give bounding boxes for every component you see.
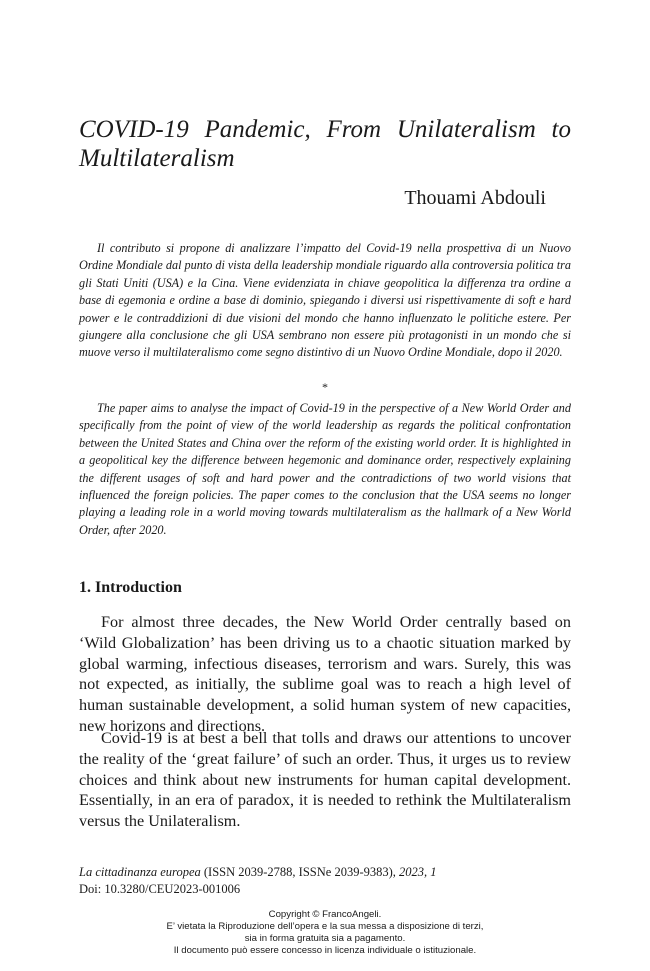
copyright-line: sia in forma gratuita sia a pagamento. (244, 933, 406, 944)
copyright-notice (0, 909, 650, 957)
copyright-line: Il documento può essere concesso in licenza individuale o istituzionale. (173, 945, 477, 956)
journal-name: La cittadinanza europea (79, 865, 201, 879)
citation-line (79, 864, 437, 881)
footer-citation (79, 864, 437, 898)
body-paragraph: For almost three decades, the New World Order centrally based on ‘Wild Globalization’ has been driving us to a chaotic situation marked by global warming, infectious diseases, terrorism and wars. Surely, this was not expected, as initially, the sublime goal was to reach a high level of human sustainable development, a solid human system of new capacities, new horizons and directions. (79, 613, 571, 735)
copyright-line: Copyright © FrancoAngeli. (268, 909, 382, 920)
section-heading: 1. Introduction (79, 579, 182, 596)
abstract-separator: * (322, 380, 328, 394)
author-name: Thouami Abdouli (404, 187, 546, 209)
issn-info: (ISSN 2039-2788, ISSNe 2039-9383), (200, 865, 400, 879)
abstract-italian: Il contributo si propone di analizzare l’impatto del Covid-19 nella prospettiva di un Nuovo Ordine Mondiale dal punto di vista della leadership mondiale riguardo alla controversia politica tra gli Stati Uniti (USA) e la Cina. Viene evidenziata in chiave geopolitica la differenza tra ordine a base di egemonia e ordine a base di dominio, spiegando i diversi usi rispettivamente di soft e hard power e le contraddizioni di due visioni del mondo che hanno influenzato le politiche estere. Per giungere alla conclusione che gli USA sembrano non essere più protagonisti in un mondo che si muove verso il multilateralismo come segno distintivo di un Nuovo Ordine Mondiale, dopo il 2020. (79, 241, 571, 360)
abstract-english: The paper aims to analyse the impact of Covid-19 in the perspective of a New World Order and specifically from the point of view of the world leadership as regards the political confrontation between the United States and China over the reform of the existing world order. It is highlighted in a geopolitical key the difference between hegemonic and dominance order, respectively explaining the different usages of soft and hard power and the contradictions of two world visions that influenced the foreign policies. The paper comes to the conclusion that the USA seems no longer playing a leading role in a world moving towards multilateralism as the hallmark of a New World Order, after 2020. (79, 401, 571, 537)
article-title (79, 115, 571, 173)
copyright-line: E’ vietata la Riproduzione dell’opera e la sua messa a disposizione di terzi, (166, 921, 484, 932)
article-title-line-2: Multilateralism (79, 145, 235, 172)
body-paragraph: Covid-19 is at best a bell that tolls and draws our attentions to uncover the reality of the ‘great failure’ of such an order. Thus, it urges us to review choices and think about new instruments for human capital development. Essentially, in an era of paradox, it is needed to rethink the Multilateralism versus the Unilateralism. (79, 729, 571, 831)
article-title-line-1: COVID-19 Pandemic, From Unilateralism to (79, 116, 571, 143)
doi: Doi: 10.3280/CEU2023-001006 (79, 882, 241, 896)
year-issue: 2023, 1 (399, 865, 437, 879)
